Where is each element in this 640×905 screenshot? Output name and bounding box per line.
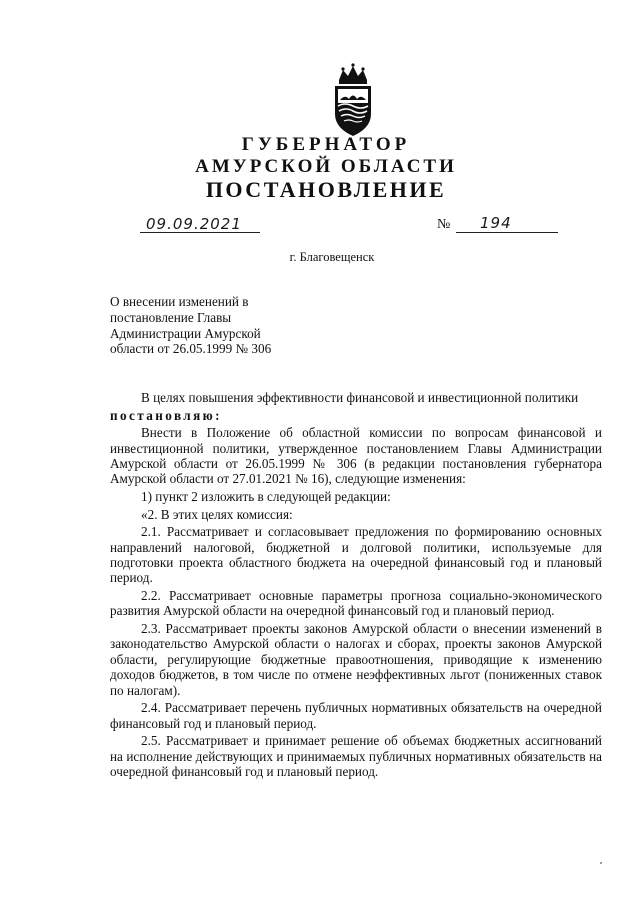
number-underline [456, 232, 558, 233]
subject-line: Администрации Амурской [110, 325, 261, 341]
subject-line: области от 26.05.1999 № 306 [110, 341, 272, 357]
document-type-title: ПОСТАНОВЛЕНИЕ [205, 177, 447, 202]
subject-line: О внесении изменений в [110, 294, 249, 309]
city-name: г. Благовещенск [289, 250, 375, 264]
amur-region-coat-of-arms-icon [329, 62, 377, 140]
document-subject [110, 294, 330, 357]
scan-speck [600, 862, 602, 864]
body-paragraph: 1) пункт 2 изложить в следующей редакции: [141, 489, 391, 504]
body-paragraph: 2.4. Рассматривает перечень публичных нормативных обязательств на очередной финансовый год и плановый период. [110, 700, 602, 731]
body-paragraph: «2. В этих целях комиссия: [141, 506, 293, 522]
decree-line [110, 408, 602, 423]
document-number: 194 [480, 214, 512, 232]
body-paragraph: 2.3. Рассматривает проекты законов Амурской области о внесении изменений в законодательство Амурской области о налогах и сборах, проекты законов Амурской области, регулирующие бюджетные правоотношения, приводящие к изменению доходов бюджетов, в том числе по отмене неэффективных льгот (пониженных ставок по налогам). [110, 621, 602, 698]
document-date: 09.09.2021 [146, 215, 242, 233]
issuer-region: АМУРСКОЙ ОБЛАСТИ [195, 156, 457, 177]
body-paragraph: 2.5. Рассматривает и принимает решение об объемах бюджетных ассигнований на исполнение действующих и принимаемых публичных нормативных обязательств на очередной финансовый год и плановый период. [110, 733, 602, 780]
issuer-title: ГУБЕРНАТОР [241, 134, 411, 155]
decree-word: постановляю: [110, 407, 222, 423]
subject-line: постановление Главы [110, 309, 232, 325]
document-body [110, 390, 602, 782]
body-paragraph: Внести в Положение об областной комиссии по вопросам финансовой и инвестиционной политики, утвержденное постановлением Главы Администрации Амурской области от 26.05.1999 № 306 (в редакции постановления губернатора Амурской области от 27.01.2021 № 16), следующие изменения: [110, 425, 602, 487]
number-sign: № [437, 217, 451, 232]
body-paragraph: 2.2. Рассматривает основные параметры прогноза социально-экономического развития Амурской области на очередной финансовый год и плановый период. [110, 588, 602, 619]
preamble-paragraph: В целях повышения эффективности финансовой и инвестиционной политики [141, 390, 579, 405]
body-paragraph: 2.1. Рассматривает и согласовывает предложения по формированию основных направлений налоговой, бюджетной и долговой политики, используемые для подготовки проекта областного бюджета на очередной финансовый год и плановый период. [110, 524, 602, 586]
